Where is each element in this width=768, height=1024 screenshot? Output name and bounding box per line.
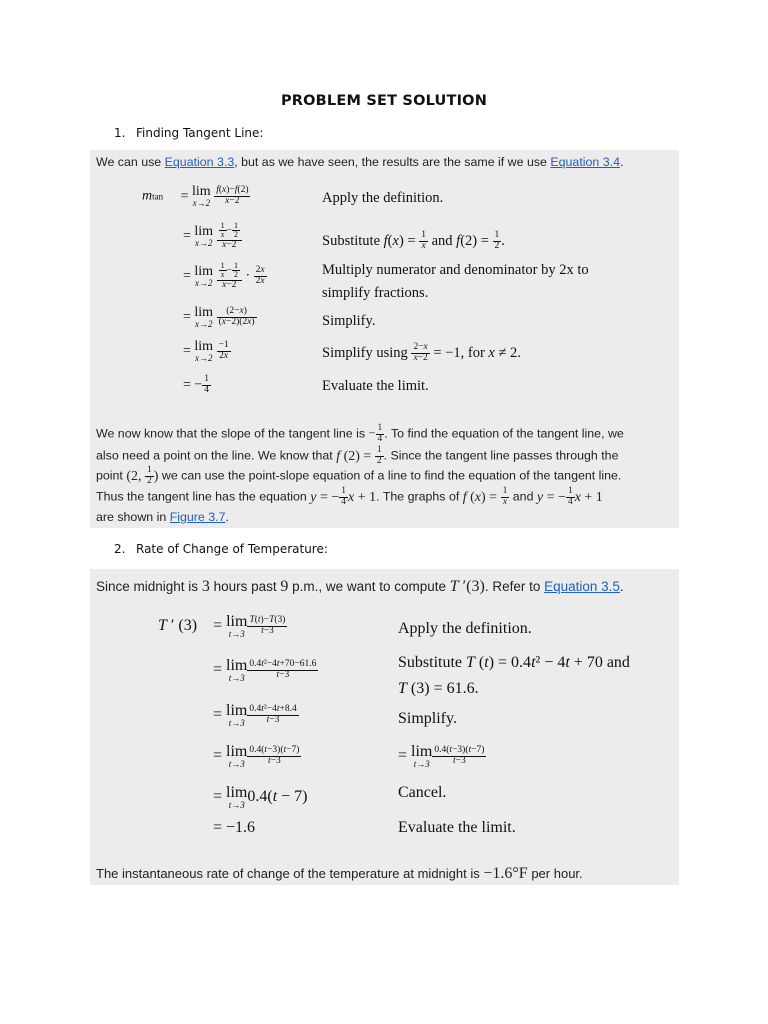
temp-reason-step-1: Apply the definition. [398, 620, 532, 637]
temp-equation-step-2: = lim t→3 $\frac{\text{0.4t²−4t+70−61.6}}{t-3}$ [213, 657, 317, 683]
reason-step-3-line-2: simplify fractions. [322, 285, 429, 301]
equation-3-4-link[interactable]: Equation 3.4 [550, 155, 620, 169]
temp-equation-step-6: = −1.6 [213, 819, 256, 836]
temp-reason-step-4: = lim t→3 $\frac{0.4(t-3)(t-7)}{t-3}$ [398, 743, 485, 769]
temp-reason-step-2-line-1: Substitute T (t) = 0.4t² − 4t + 70 and [398, 654, 630, 671]
figure-3-7-link[interactable]: Figure 3.7 [169, 510, 226, 524]
reason-step-2: Substitute f(x) = $\frac{1}{x}$ and f(2) = $\frac{1}{2}$ . [322, 230, 505, 251]
temp-reason-step-2-line-2: T (3) = 61.6. [398, 680, 479, 697]
temp-equation-step-1: T ′ (3) = lim t→3 $\frac{T(t)-T(3)}{t-3}$ [158, 613, 286, 639]
section-2-heading [114, 542, 328, 556]
equation-3-3-link[interactable]: Equation 3.3 [164, 155, 235, 169]
equation-step-3: = lim x→2 $\frac{1}{x}$ − $\frac{1}{2}$ x−2 · $\frac{2x}{2x}$ [183, 261, 265, 290]
section-2-conclusion: The instantaneous rate of change of the temperature at midnight is −1.6°F per hour. [96, 865, 583, 882]
section-1-paragraph-line-2: also need a point on the line. We know that f (2) = $\frac{1}{2}$ . Since the tangent line passes through the [96, 445, 619, 466]
section-1-paragraph-line-5: are shown in Figure 3.7. [96, 510, 229, 524]
temp-reason-step-5: Cancel. [398, 784, 447, 801]
equation-step-6: = − $\frac{1}{4}$ [183, 374, 210, 395]
section-2-number: 2. [114, 542, 126, 556]
equation-step-4: = lim x→2 $\frac{(2-x)}{(x-2)(2x)}$ [183, 305, 255, 329]
section-2-title: Rate of Change of Temperature: [136, 542, 328, 556]
reason-step-3-line-1: Multiply numerator and denominator by 2x to [322, 262, 589, 278]
temp-equation-step-3: = lim t→3 $\frac{\text{0.4t²−4t+8.4}}{t-3}$ [213, 702, 297, 728]
section-1-number: 1. [114, 126, 126, 140]
reason-step-1: Apply the definition. [322, 190, 444, 206]
section-2-intro: Since midnight is 3 hours past 9 p.m., we want to compute T ′(3). Refer to Equation 3.5. [96, 578, 624, 595]
temp-equation-step-5: = lim t→3 0.4(t − 7) [213, 784, 308, 810]
temp-reason-step-6: Evaluate the limit. [398, 819, 516, 836]
section-1-title: Finding Tangent Line: [136, 126, 264, 140]
page-title: PROBLEM SET SOLUTION [280, 93, 488, 109]
reason-step-5: Simplify using $\frac{2-x}{x-2}$ = −1, for x ≠ 2. [322, 342, 521, 363]
section-1-paragraph-line-4: Thus the tangent line has the equation y = − $\frac{1}{4}$ x + 1. The graphs of f (x) = $\frac{1}{x}$ and y = − $\frac{1}{4}$ x + 1 [96, 486, 603, 507]
section-1-intro: We can use Equation 3.3, but as we have seen, the results are the same if we use Equation 3.4. [96, 155, 624, 169]
section-1-paragraph-line-3: point (2, $\frac{1}{2}$ ) we can use the point-slope equation of a line to find the equation of the tangent line. [96, 465, 622, 486]
temp-equation-step-4: = lim t→3 $\frac{0.4(t-3)(t-7)}{t-3}$ [213, 743, 300, 769]
section-1-paragraph-line-1: We now know that the slope of the tangent line is − $\frac{1}{4}$ . To find the equation of the tangent line, we [96, 423, 624, 444]
reason-step-6: Evaluate the limit. [322, 378, 429, 394]
temp-reason-step-3: Simplify. [398, 710, 457, 727]
equation-3-5-link[interactable]: Equation 3.5 [544, 579, 620, 594]
equation-step-1: mtan = lim x→2 $\frac{f(x)-f(2)}{x-2}$ [142, 184, 249, 208]
equation-step-5: = lim x→2 $\frac{-1}{2x}$ [183, 339, 229, 363]
reason-step-4: Simplify. [322, 313, 376, 329]
section-1-heading [114, 126, 263, 140]
equation-step-2: = lim x→2 $\frac{1}{x}$ − $\frac{1}{2}$ x−2 [183, 222, 242, 251]
